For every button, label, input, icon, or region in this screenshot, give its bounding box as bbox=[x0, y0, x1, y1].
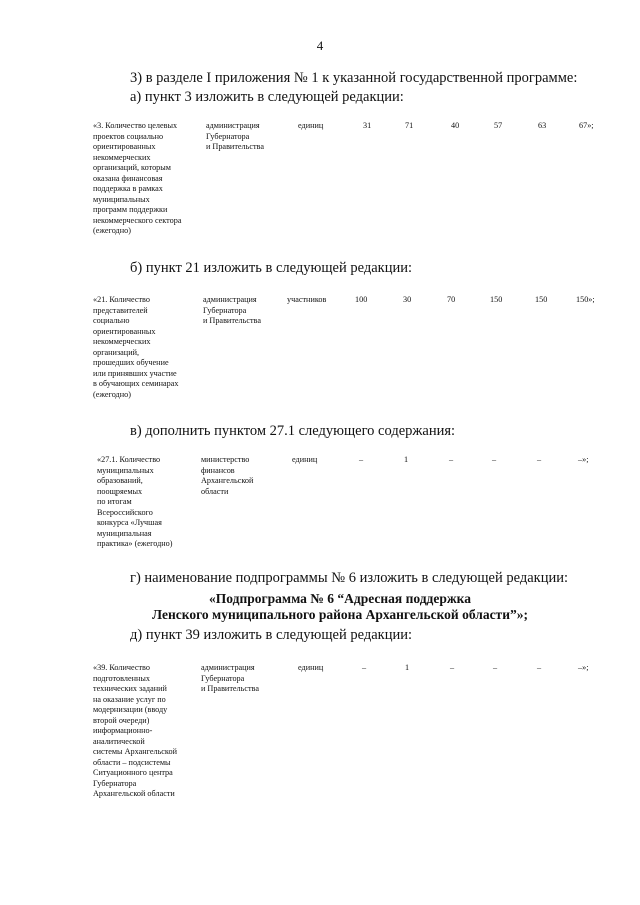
section-a-heading: а) пункт 3 изложить в следующей редакции: bbox=[130, 89, 404, 105]
section-a-value-3: 40 bbox=[451, 121, 460, 130]
section-c-value-1: – bbox=[359, 455, 364, 464]
section-e-value-5: – bbox=[537, 663, 542, 672]
section-e-value-1: – bbox=[362, 663, 367, 672]
section-b-heading: б) пункт 21 изложить в следующей редакции: bbox=[130, 260, 412, 276]
section-b-value-2: 30 bbox=[403, 295, 412, 304]
section-d-heading: г) наименование подпрограммы № 6 изложить в следующей редакции: bbox=[130, 570, 569, 586]
page-number: 4 bbox=[316, 38, 324, 53]
section-a-executor: администрация Губернатора и Правительства bbox=[206, 121, 264, 151]
section-a-value-2: 71 bbox=[405, 121, 414, 130]
section-c-name: «27.1. Количество муниципальных образований, поощряемых по итогам Всероссийского конкурса «Лучшая муниципальная практика» (ежегодно) bbox=[97, 455, 173, 548]
section-c-executor: министерство финансов Архангельской области bbox=[201, 455, 254, 496]
section-b-value-5: 150 bbox=[535, 295, 548, 304]
section-c-value-2: 1 bbox=[404, 455, 409, 464]
section-b-executor: администрация Губернатора и Правительства bbox=[203, 295, 261, 325]
section-e-heading: д) пункт 39 изложить в следующей редакции: bbox=[130, 627, 412, 643]
section-e-value-2: 1 bbox=[405, 663, 410, 672]
section-c-value-4: – bbox=[492, 455, 497, 464]
subprogram-title-line-1: «Подпрограмма № 6 “Адресная поддержка bbox=[209, 591, 471, 606]
section-b-value-3: 70 bbox=[447, 295, 456, 304]
section-e-unit: единиц bbox=[298, 663, 324, 672]
section-a-name: «3. Количество целевых проектов социально ориентированных некоммерческих организаций, которым оказана финансовая поддержка в рамках муниципальных программ поддержки некоммерческого сектора (ежегодно) bbox=[93, 121, 182, 235]
section-c-value-3: – bbox=[449, 455, 454, 464]
section-a-value-1: 31 bbox=[363, 121, 372, 130]
section-c-value-6: –»; bbox=[578, 455, 589, 464]
section-c-heading: в) дополнить пунктом 27.1 следующего содержания: bbox=[130, 423, 456, 439]
intro-line: 3) в разделе I приложения № 1 к указанной государственной программе: bbox=[130, 70, 578, 86]
section-e-name: «39. Количество подготовленных технических заданий на оказание услуг по модернизации (вводу второй очереди) информационно- аналитической системы Архангельской области – подсистемы Ситуационного центра Губернатора Архангельской области bbox=[93, 663, 177, 798]
subprogram-title-line-2: Ленского муниципального района Архангельской области”»; bbox=[152, 607, 528, 622]
section-b-value-4: 150 bbox=[490, 295, 503, 304]
section-e-executor: администрация Губернатора и Правительства bbox=[201, 663, 259, 693]
section-a-value-6: 67»; bbox=[579, 121, 594, 130]
section-e-value-3: – bbox=[450, 663, 455, 672]
section-e-value-6: –»; bbox=[578, 663, 589, 672]
section-a-value-4: 57 bbox=[494, 121, 503, 130]
section-c-value-5: – bbox=[537, 455, 542, 464]
section-a-unit: единиц bbox=[298, 121, 324, 130]
section-e-value-4: – bbox=[493, 663, 498, 672]
section-b-unit: участников bbox=[287, 295, 327, 304]
section-b-name: «21. Количество представителей социально ориентированных некоммерческих организаций, прошедших обучение или принявших участие в обучающих семинарах (ежегодно) bbox=[93, 295, 179, 399]
section-a-value-5: 63 bbox=[538, 121, 547, 130]
section-b-value-6: 150»; bbox=[576, 295, 595, 304]
section-b-value-1: 100 bbox=[355, 295, 368, 304]
section-c-unit: единиц bbox=[292, 455, 318, 464]
